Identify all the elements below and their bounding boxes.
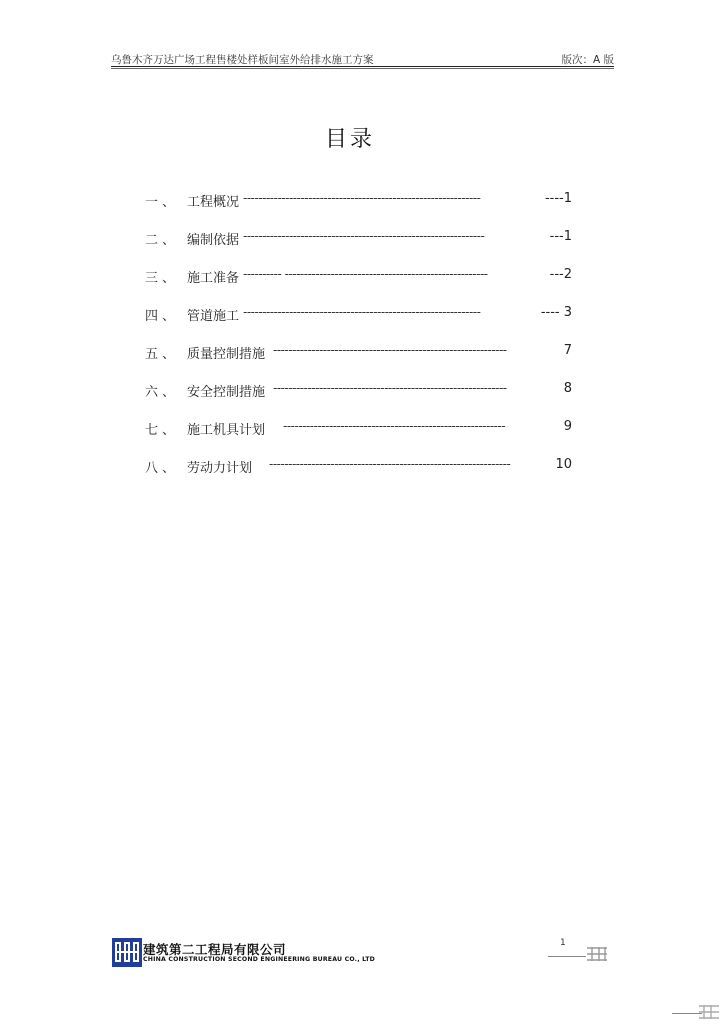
page-number: 1: [560, 938, 566, 948]
toc-item-page: ---- 3: [540, 305, 572, 320]
corner-mark-icon: [697, 1003, 721, 1021]
toc-item-page: ----1: [544, 191, 572, 206]
toc-item-page: 8: [563, 381, 572, 396]
footer-rule: [548, 956, 586, 957]
toc-leader: ----------------------------------------------------------: [283, 419, 506, 433]
toc-item[interactable]: [145, 305, 575, 343]
toc-leader: -------------------------------------------------------------: [273, 343, 507, 357]
toc-item-label: 管道施工: [187, 309, 240, 324]
header-version: 版次：A 版: [561, 54, 614, 66]
page-header: [111, 50, 614, 67]
toc-item-label: 编制依据: [187, 233, 240, 248]
header-title: 乌鲁木齐万达广场工程售楼处样板间室外给排水施工方案: [111, 54, 374, 66]
toc-item-number: 八、: [145, 461, 180, 476]
toc-item[interactable]: [145, 343, 575, 381]
footer-company-english: CHINA CONSTRUCTION SECOND ENGINEERING BUREAU CO., LTD: [143, 956, 375, 963]
footer-mark-icon: [585, 945, 609, 963]
toc-item-number: 四、: [145, 309, 180, 324]
toc-item-label: 质量控制措施: [187, 347, 266, 362]
toc-item-number: 七、: [145, 423, 180, 438]
footer-company-name: 建筑第二工程局有限公司: [143, 942, 287, 957]
toc-item-label: 施工准备: [187, 271, 240, 286]
toc-leader: --------------------------------------------------------------: [243, 191, 481, 205]
toc-item-number: 二、: [145, 233, 180, 248]
toc-item-page: ---2: [549, 267, 572, 282]
toc-leader: ---------------------------------------------------------------: [269, 457, 511, 471]
toc-leader: ---------------------------------------------------------------: [243, 229, 485, 243]
toc-item-label: 安全控制措施: [187, 385, 266, 400]
toc-item-page: ---1: [549, 229, 572, 244]
toc-item[interactable]: [145, 267, 575, 305]
toc-item-number: 一、: [145, 195, 180, 210]
toc-item-number: 六、: [145, 385, 180, 400]
toc-item-label: 劳动力计划: [187, 461, 253, 476]
cscec-logo-icon: [112, 938, 142, 967]
toc-item-page: 9: [563, 419, 572, 434]
toc-list: [145, 191, 575, 495]
toc-item-page: 10: [555, 457, 572, 472]
toc-item[interactable]: [145, 191, 575, 229]
toc-item-page: 7: [563, 343, 572, 358]
toc-item[interactable]: [145, 457, 575, 495]
toc-item[interactable]: [145, 381, 575, 419]
toc-item-label: 施工机具计划: [187, 423, 266, 438]
toc-item-number: 三、: [145, 271, 180, 286]
toc-item[interactable]: [145, 419, 575, 457]
toc-leader: -------------------------------------------------------------: [273, 381, 507, 395]
toc-item[interactable]: [145, 229, 575, 267]
toc-item-label: 工程概况: [187, 195, 240, 210]
toc-item-number: 五、: [145, 347, 180, 362]
toc-leader: ---------- -----------------------------------------------------: [243, 267, 488, 281]
toc-title: 目录: [324, 127, 375, 152]
toc-leader: --------------------------------------------------------------: [243, 305, 481, 319]
